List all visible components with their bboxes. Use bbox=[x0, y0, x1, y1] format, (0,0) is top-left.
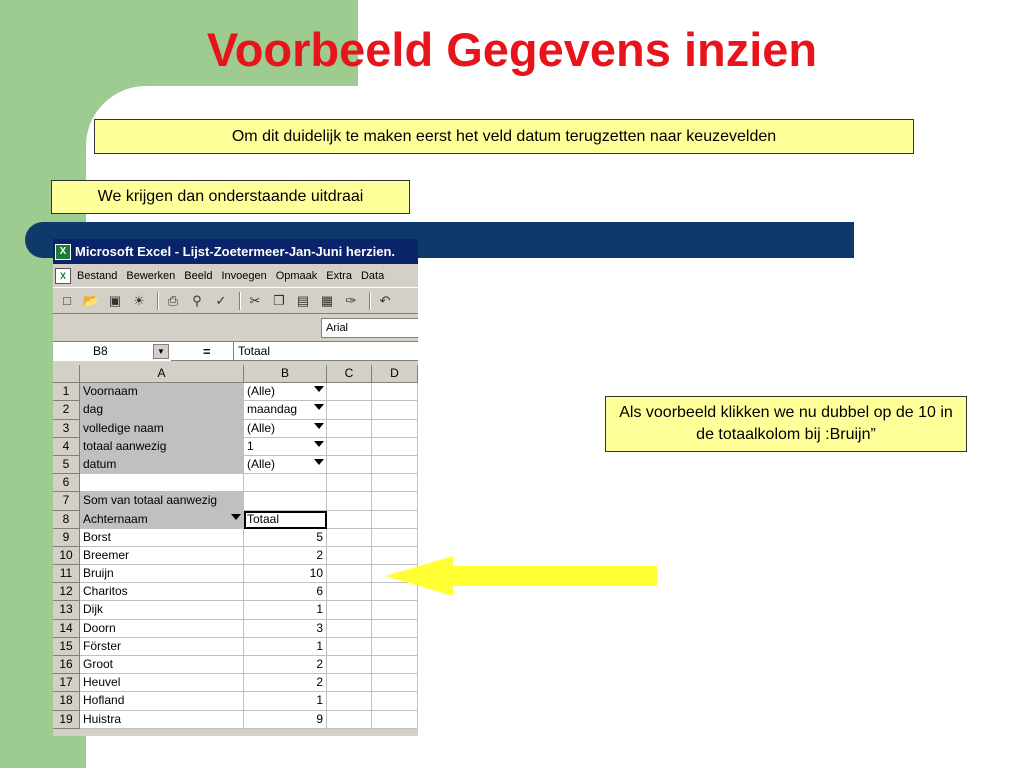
cell-a[interactable] bbox=[80, 601, 244, 619]
cell-d[interactable] bbox=[372, 711, 418, 729]
cell-d[interactable] bbox=[372, 511, 418, 529]
cell-a[interactable] bbox=[80, 583, 244, 601]
cell-d[interactable] bbox=[372, 456, 418, 474]
menu-beeld[interactable]: Beeld bbox=[184, 269, 213, 282]
row-header[interactable]: 12 bbox=[53, 583, 80, 601]
cell-c[interactable] bbox=[327, 547, 372, 565]
spelling-icon[interactable]: ✓ bbox=[215, 292, 227, 308]
row-header[interactable]: 11 bbox=[53, 565, 80, 583]
cell-text: Voornaam bbox=[83, 384, 138, 399]
cell-text: 2 bbox=[316, 657, 323, 671]
cell-c[interactable] bbox=[327, 601, 372, 619]
menu-extra[interactable]: Extra bbox=[326, 269, 352, 282]
spreadsheet-grid bbox=[53, 365, 418, 729]
toolbar-separator bbox=[239, 292, 241, 310]
column-header-c[interactable]: C bbox=[327, 365, 372, 383]
row-header[interactable]: 14 bbox=[53, 620, 80, 638]
dropdown-arrow-icon[interactable] bbox=[314, 404, 324, 410]
table-row bbox=[53, 656, 418, 674]
excel-menubar bbox=[53, 264, 418, 287]
excel-title: Microsoft Excel - Lijst-Zoetermeer-Jan-Juni herzien. bbox=[75, 244, 396, 259]
cell-c[interactable] bbox=[327, 420, 372, 438]
cell-a[interactable] bbox=[80, 529, 244, 547]
format-painter-icon[interactable]: ✑ bbox=[345, 292, 357, 308]
cell-text: (Alle) bbox=[247, 384, 276, 399]
menu-invoegen[interactable]: Invoegen bbox=[221, 269, 267, 282]
cell-d[interactable] bbox=[372, 620, 418, 638]
dropdown-arrow-icon[interactable] bbox=[314, 459, 324, 465]
cell-text: (Alle) bbox=[247, 420, 276, 435]
cell-b[interactable] bbox=[244, 638, 327, 656]
font-select[interactable]: Arial bbox=[321, 318, 418, 338]
cell-text: dag bbox=[83, 402, 104, 417]
cell-b[interactable] bbox=[244, 711, 327, 729]
cell-text: 1 bbox=[247, 438, 254, 453]
menu-data[interactable]: Data bbox=[360, 269, 385, 282]
row-header[interactable]: 5 bbox=[53, 456, 80, 474]
cell-text: 6 bbox=[316, 584, 323, 599]
table-row bbox=[53, 711, 418, 729]
excel-app-icon: X bbox=[55, 244, 71, 260]
cell-d[interactable] bbox=[372, 438, 418, 456]
cell-text: 9 bbox=[316, 711, 323, 726]
cell-b[interactable] bbox=[244, 511, 327, 529]
table-row bbox=[53, 674, 418, 692]
standard-toolbar bbox=[53, 287, 418, 314]
row-header[interactable]: 4 bbox=[53, 438, 80, 456]
cell-text: Doorn bbox=[83, 620, 116, 635]
cell-text: 10 bbox=[309, 566, 323, 581]
cell-text: Heuvel bbox=[83, 675, 121, 690]
excel-window bbox=[53, 239, 418, 736]
cell-b[interactable] bbox=[244, 692, 327, 710]
row-header[interactable]: 18 bbox=[53, 692, 80, 710]
workbook-icon[interactable]: X bbox=[55, 268, 71, 284]
cell-d[interactable] bbox=[372, 383, 418, 401]
column-header-b[interactable]: B bbox=[244, 365, 327, 383]
table-row bbox=[53, 620, 418, 638]
row-header[interactable]: 17 bbox=[53, 674, 80, 692]
new-icon[interactable]: □ bbox=[63, 292, 71, 308]
copy-icon[interactable]: ❐ bbox=[273, 292, 285, 308]
cell-a[interactable] bbox=[80, 438, 244, 456]
pointer-arrow-icon bbox=[385, 556, 657, 596]
cell-text: Charitos bbox=[83, 584, 128, 599]
cell-a[interactable] bbox=[80, 638, 244, 656]
table-row bbox=[53, 511, 418, 529]
cell-a[interactable] bbox=[80, 401, 244, 419]
cell-text: Totaal bbox=[247, 511, 280, 526]
cell-c[interactable] bbox=[327, 492, 372, 510]
equals-icon[interactable]: = bbox=[203, 344, 211, 359]
row-header[interactable]: 1 bbox=[53, 383, 80, 401]
cell-b[interactable] bbox=[244, 547, 327, 565]
web-icon[interactable]: ☀ bbox=[133, 292, 145, 308]
cell-a[interactable] bbox=[80, 620, 244, 638]
cell-b[interactable] bbox=[244, 565, 327, 583]
cell-b[interactable] bbox=[244, 674, 327, 692]
save-icon[interactable]: ▣ bbox=[108, 292, 122, 308]
cell-b[interactable] bbox=[244, 456, 327, 474]
cell-d[interactable] bbox=[372, 401, 418, 419]
table-row bbox=[53, 492, 418, 510]
cell-text: 3 bbox=[316, 620, 323, 635]
cell-c[interactable] bbox=[327, 692, 372, 710]
row-header[interactable]: 15 bbox=[53, 638, 80, 656]
row-header[interactable]: 16 bbox=[53, 656, 80, 674]
cell-text: Breemer bbox=[83, 547, 130, 562]
table-row bbox=[53, 420, 418, 438]
cell-text: 1 bbox=[316, 638, 323, 653]
row-header[interactable]: 7 bbox=[53, 492, 80, 510]
cell-c[interactable] bbox=[327, 711, 372, 729]
note-right: Als voorbeeld klikken we nu dubbel op de 10 in de totaalkolom bij :Bruijn” bbox=[605, 396, 967, 452]
cell-a[interactable] bbox=[80, 656, 244, 674]
cell-a[interactable] bbox=[80, 383, 244, 401]
cell-c[interactable] bbox=[327, 638, 372, 656]
cell-text: Som van totaal aanwezig bbox=[83, 493, 218, 508]
column-header-a[interactable]: A bbox=[80, 365, 244, 383]
cell-c[interactable] bbox=[327, 656, 372, 674]
table-row bbox=[53, 601, 418, 619]
note-left: We krijgen dan onderstaande uitdraai bbox=[51, 180, 410, 214]
cell-b[interactable] bbox=[244, 656, 327, 674]
menu-bestand[interactable]: Bestand bbox=[77, 269, 118, 282]
cell-d[interactable] bbox=[372, 420, 418, 438]
open-icon[interactable]: 📂 bbox=[82, 292, 100, 308]
cell-text: Dijk bbox=[83, 602, 103, 617]
slide-title: Voorbeeld Gegevens inzien bbox=[206, 23, 818, 76]
cell-text: Groot bbox=[83, 657, 114, 671]
menu-bewerken[interactable]: Bewerken bbox=[126, 269, 176, 282]
formula-bar bbox=[53, 342, 418, 361]
print-icon[interactable]: ⎙ bbox=[167, 292, 179, 308]
cell-c[interactable] bbox=[327, 511, 372, 529]
cell-text: 5 bbox=[316, 529, 323, 544]
cell-b[interactable] bbox=[244, 401, 327, 419]
row-header[interactable]: 13 bbox=[53, 601, 80, 619]
cell-d[interactable] bbox=[372, 529, 418, 547]
print-preview-icon[interactable]: ⚲ bbox=[192, 292, 202, 308]
row-header[interactable]: 8 bbox=[53, 511, 80, 529]
cell-c[interactable] bbox=[327, 529, 372, 547]
toolbar-separator bbox=[157, 292, 159, 310]
cell-d[interactable] bbox=[372, 692, 418, 710]
cell-c[interactable] bbox=[327, 565, 372, 583]
cell-text: Bruijn bbox=[83, 566, 114, 581]
cell-text: volledige naam bbox=[83, 420, 164, 435]
table-row bbox=[53, 456, 418, 474]
cell-d[interactable] bbox=[372, 674, 418, 692]
undo-icon[interactable]: ↶ bbox=[379, 292, 391, 308]
dropdown-arrow-icon[interactable] bbox=[314, 386, 324, 392]
cell-text: 2 bbox=[316, 675, 323, 690]
row-header[interactable]: 6 bbox=[53, 474, 80, 492]
row-header[interactable]: 9 bbox=[53, 529, 80, 547]
select-all-corner[interactable] bbox=[53, 365, 80, 383]
cell-a[interactable] bbox=[80, 511, 244, 529]
cell-c[interactable] bbox=[327, 583, 372, 601]
dropdown-arrow-icon[interactable] bbox=[314, 441, 324, 447]
cell-text: Huistra bbox=[83, 711, 122, 726]
chevron-down-icon[interactable]: ▼ bbox=[153, 344, 169, 359]
cell-c[interactable] bbox=[327, 383, 372, 401]
column-header-d[interactable]: D bbox=[372, 365, 418, 383]
cell-b[interactable] bbox=[244, 583, 327, 601]
formatting-toolbar bbox=[53, 314, 418, 342]
row-header[interactable]: 3 bbox=[53, 420, 80, 438]
cell-c[interactable] bbox=[327, 674, 372, 692]
cell-b[interactable] bbox=[244, 383, 327, 401]
cell-a[interactable] bbox=[80, 547, 244, 565]
cell-a[interactable] bbox=[80, 674, 244, 692]
menu-opmaak[interactable]: Opmaak bbox=[275, 269, 318, 282]
cell-d[interactable] bbox=[372, 474, 418, 492]
cell-b[interactable] bbox=[244, 601, 327, 619]
dropdown-arrow-icon[interactable] bbox=[314, 423, 324, 429]
toolbar-separator bbox=[369, 292, 371, 310]
cell-text: 2 bbox=[316, 547, 323, 562]
dropdown-arrow-icon[interactable] bbox=[231, 514, 241, 520]
cell-c[interactable] bbox=[327, 438, 372, 456]
table-row bbox=[53, 438, 418, 456]
row-header[interactable]: 2 bbox=[53, 401, 80, 419]
cell-c[interactable] bbox=[327, 474, 372, 492]
row-header[interactable]: 19 bbox=[53, 711, 80, 729]
cell-b[interactable] bbox=[244, 420, 327, 438]
cell-b[interactable] bbox=[244, 438, 327, 456]
paste-special-icon[interactable]: ▦ bbox=[320, 292, 334, 308]
cell-d[interactable] bbox=[372, 601, 418, 619]
cell-d[interactable] bbox=[372, 638, 418, 656]
cell-text: Förster bbox=[83, 638, 122, 653]
excel-titlebar[interactable] bbox=[53, 239, 418, 264]
cell-d[interactable] bbox=[372, 656, 418, 674]
cell-b[interactable] bbox=[244, 474, 327, 492]
cell-c[interactable] bbox=[327, 401, 372, 419]
cell-a[interactable] bbox=[80, 420, 244, 438]
table-row bbox=[53, 383, 418, 401]
cell-d[interactable] bbox=[372, 492, 418, 510]
cell-text: totaal aanwezig bbox=[83, 438, 167, 453]
cell-text: (Alle) bbox=[247, 456, 276, 471]
table-row bbox=[53, 547, 418, 565]
cell-a[interactable] bbox=[80, 474, 244, 492]
cell-text: 1 bbox=[316, 693, 323, 708]
cell-b[interactable] bbox=[244, 529, 327, 547]
table-row bbox=[53, 638, 418, 656]
column-header-row bbox=[53, 365, 418, 383]
formula-input[interactable]: Totaal bbox=[233, 342, 270, 361]
cell-text: Achternaam bbox=[83, 511, 148, 526]
cut-icon[interactable]: ✂ bbox=[249, 292, 261, 308]
row-header[interactable]: 10 bbox=[53, 547, 80, 565]
paste-icon[interactable]: ▤ bbox=[296, 292, 310, 308]
table-row bbox=[53, 692, 418, 710]
table-row bbox=[53, 529, 418, 547]
cell-text: maandag bbox=[247, 402, 298, 417]
table-row bbox=[53, 583, 418, 601]
cell-b[interactable] bbox=[244, 620, 327, 638]
cell-c[interactable] bbox=[327, 620, 372, 638]
cell-c[interactable] bbox=[327, 456, 372, 474]
cell-a[interactable] bbox=[80, 492, 244, 510]
cell-a[interactable] bbox=[80, 456, 244, 474]
table-row bbox=[53, 474, 418, 492]
cell-text: datum bbox=[83, 456, 117, 471]
table-row bbox=[53, 401, 418, 419]
table-row bbox=[53, 565, 418, 583]
cell-b[interactable] bbox=[244, 492, 327, 510]
cell-text: Borst bbox=[83, 529, 112, 544]
cell-a[interactable] bbox=[80, 565, 244, 583]
cell-text: 1 bbox=[316, 602, 323, 617]
name-box[interactable]: B8 bbox=[53, 342, 171, 361]
cell-a[interactable] bbox=[80, 711, 244, 729]
cell-text: Hofland bbox=[83, 693, 125, 708]
cell-a[interactable] bbox=[80, 692, 244, 710]
note-top: Om dit duidelijk te maken eerst het veld datum terugzetten naar keuzevelden bbox=[94, 119, 914, 154]
